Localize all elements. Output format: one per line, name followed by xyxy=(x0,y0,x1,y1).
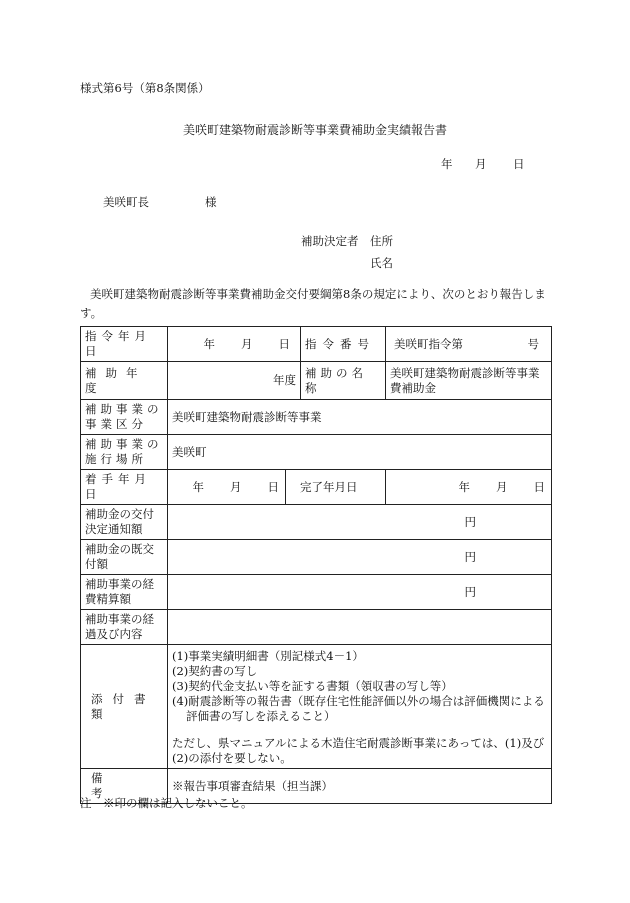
date-day-label: 日 xyxy=(513,157,525,171)
start-date-month: 月 xyxy=(230,479,242,494)
attachments-label xyxy=(81,645,168,769)
progress-content-label xyxy=(81,610,168,645)
row-settled-cost xyxy=(81,575,552,610)
addressee-name: 美咲町長 xyxy=(103,195,149,209)
end-date-month: 月 xyxy=(496,479,508,494)
project-location-text: 美咲町 xyxy=(172,444,207,459)
date-month-label: 月 xyxy=(475,157,487,171)
project-category-value xyxy=(168,400,552,435)
prior-amount-field[interactable] xyxy=(168,540,552,575)
report-date xyxy=(441,156,525,172)
addressee-honorific: 様 xyxy=(205,195,217,209)
settled-cost-label-line1: 補助事業の経 xyxy=(85,577,154,591)
row-attachments xyxy=(81,645,552,769)
order-date-day: 日 xyxy=(278,336,291,351)
row-progress-content xyxy=(81,610,552,645)
attachment-item: (4)耐震診断等の報告書（既存住宅性能評価以外の場合は評価機関による xyxy=(172,694,545,708)
decision-amount-field[interactable] xyxy=(168,505,552,540)
order-number-field[interactable] xyxy=(386,327,552,362)
remarks-text: ※報告事項審査結果（担当課） xyxy=(172,778,333,793)
start-date-label-text: 着手年月日 xyxy=(85,472,151,501)
document-title: 美咲町建築物耐震診断等事業費補助金実績報告書 xyxy=(182,123,447,137)
subsidy-year-unit: 年度 xyxy=(273,373,297,387)
prior-amount-label-line1: 補助金の既交 xyxy=(85,542,154,556)
order-date-year: 年 xyxy=(203,336,216,351)
row-decision-amount xyxy=(81,505,552,540)
order-date-label xyxy=(81,327,168,362)
attachment-item: (3)契約代金支払い等を証する書類（領収書の写し等） xyxy=(172,679,453,693)
subsidy-year-field[interactable] xyxy=(168,362,301,400)
progress-content-label-line2: 過及び内容 xyxy=(85,627,143,641)
row-project-location xyxy=(81,435,552,470)
decision-amount-unit: 円 xyxy=(464,514,477,529)
order-number-label-text: 指令番号 xyxy=(305,336,376,351)
settled-cost-field[interactable] xyxy=(168,575,552,610)
row-prior-amount xyxy=(81,540,552,575)
decision-amount-label-line2: 決定通知額 xyxy=(85,522,143,536)
attachment-item: 評価書の写しを添えること） xyxy=(186,709,336,723)
attachment-item: (1)事業実績明細書（別記様式4－1） xyxy=(172,649,364,663)
order-number-prefix: 美咲町指令第 xyxy=(394,336,464,351)
subsidy-name-value-text: 美咲町建築物耐震診断等事業費補助金 xyxy=(390,365,540,395)
start-date-field[interactable] xyxy=(168,470,286,505)
row-start-end-dates xyxy=(81,470,552,505)
settled-cost-label-line2: 費精算額 xyxy=(85,592,131,606)
subsidy-name-label xyxy=(301,362,386,400)
attachment-item: (2)契約書の写し xyxy=(172,664,258,678)
prior-amount-label-line2: 付額 xyxy=(85,557,108,571)
order-date-month: 月 xyxy=(241,336,253,351)
project-location-label-line1: 補助事業の xyxy=(85,437,163,451)
settled-cost-unit: 円 xyxy=(464,584,477,599)
end-date-label xyxy=(286,470,386,505)
intro-text: 美咲町建築物耐震診断等事業費補助金交付要綱第8条の規定により、次のとおり報告します。 xyxy=(80,287,546,320)
row-subsidy-year xyxy=(81,362,552,400)
order-number-suffix: 号 xyxy=(527,336,540,351)
end-date-label-text: 完了年月日 xyxy=(300,479,358,494)
attachments-note: ただし、県マニュアルによる木造住宅耐震診断事業にあっては、(1)及び(2)の添付を要しない。 xyxy=(172,736,545,765)
remarks-label-text: 備考 xyxy=(91,771,151,800)
footnote: 注 ※印の欄は記入しないこと。 xyxy=(80,796,253,810)
progress-content-label-line1: 補助事業の経 xyxy=(85,612,154,626)
form-number: 様式第6号（第8条関係） xyxy=(80,81,210,95)
subsidy-name-label-text: 補助の名称 xyxy=(305,365,368,395)
prior-amount-label xyxy=(81,540,168,575)
applicant-role: 補助決定者 xyxy=(301,234,359,248)
project-category-label-line2: 事業区分 xyxy=(85,417,147,431)
settled-cost-label xyxy=(81,575,168,610)
end-date-day: 日 xyxy=(533,479,546,494)
start-date-day: 日 xyxy=(267,479,279,494)
project-location-value xyxy=(168,435,552,470)
project-category-label xyxy=(81,400,168,435)
decision-amount-label xyxy=(81,505,168,540)
progress-content-field[interactable] xyxy=(168,610,552,645)
attachments-label-text: 添付書類 xyxy=(91,691,156,721)
start-date-year: 年 xyxy=(192,479,204,494)
applicant-name-label: 氏名 xyxy=(370,256,393,270)
attachments-list xyxy=(172,649,547,724)
end-date-year: 年 xyxy=(458,479,471,494)
date-year-label: 年 xyxy=(441,157,453,171)
applicant-address-label: 住所 xyxy=(370,234,393,248)
row-project-category xyxy=(81,400,552,435)
subsidy-year-label xyxy=(81,362,168,400)
subsidy-year-label-text: 補助年度 xyxy=(85,365,147,395)
project-category-text: 美咲町建築物耐震診断等事業 xyxy=(172,409,322,424)
report-table xyxy=(80,326,552,804)
order-number-label xyxy=(301,327,386,362)
prior-amount-unit: 円 xyxy=(464,549,477,564)
addressee xyxy=(103,194,217,210)
end-date-field[interactable] xyxy=(386,470,552,505)
order-date-field[interactable] xyxy=(168,327,301,362)
attachments-value xyxy=(168,645,552,769)
decision-amount-label-line1: 補助金の交付 xyxy=(85,507,154,521)
project-category-label-line1: 補助事業の xyxy=(85,402,163,416)
project-location-label-line2: 施行場所 xyxy=(85,452,147,466)
row-order-date xyxy=(81,327,552,362)
project-location-label xyxy=(81,435,168,470)
order-date-label-text: 指令年月日 xyxy=(85,329,151,358)
subsidy-name-value xyxy=(386,362,552,400)
start-date-label xyxy=(81,470,168,505)
